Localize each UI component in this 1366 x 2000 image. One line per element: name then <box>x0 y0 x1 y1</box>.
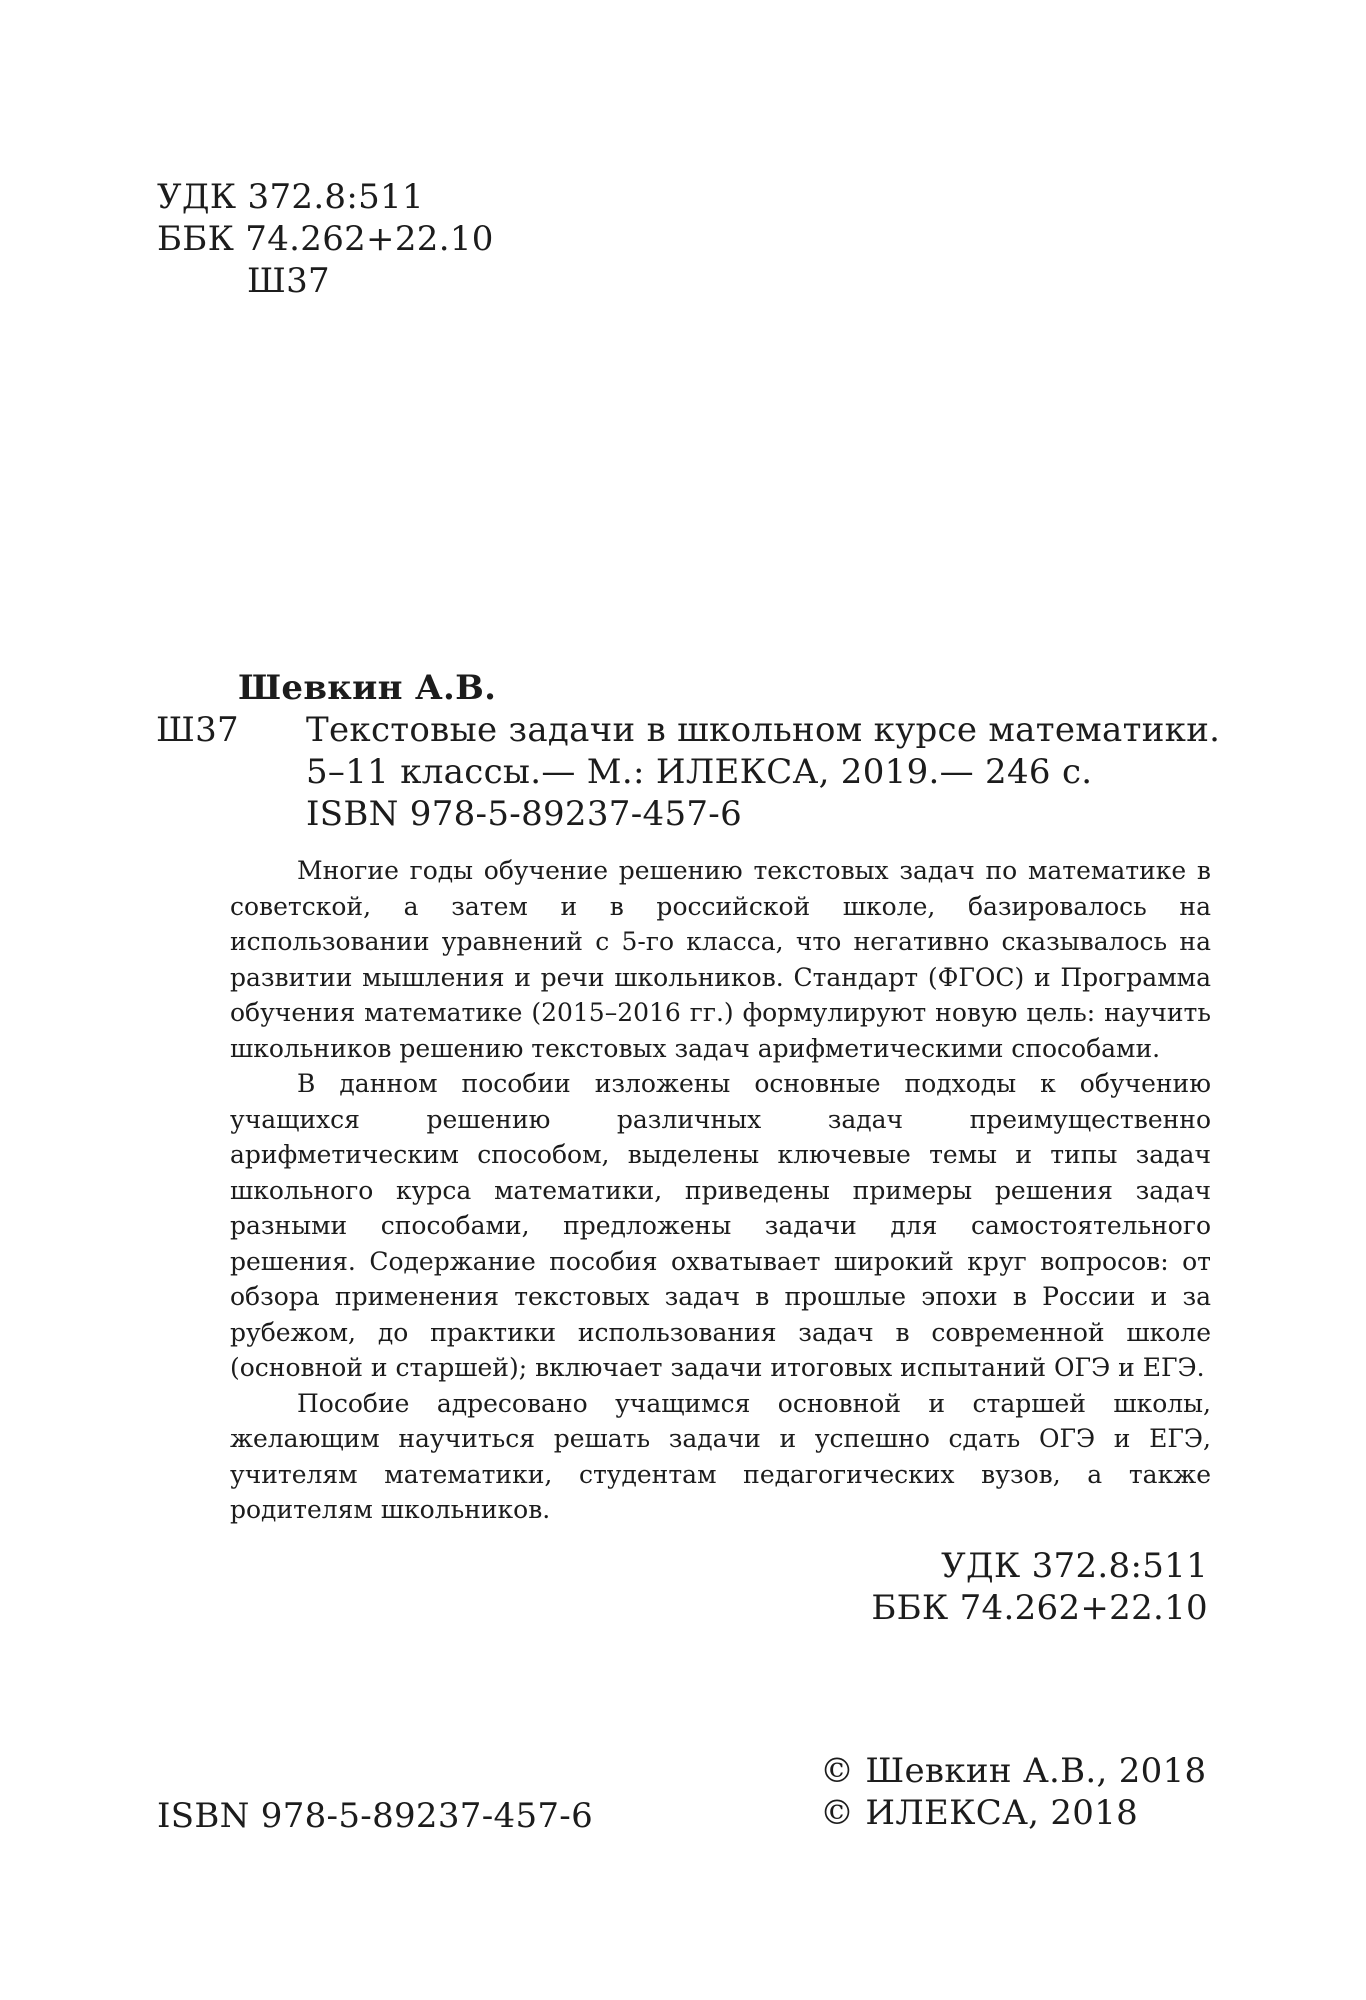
copyright-block <box>820 1750 1206 1834</box>
bibliographic-record <box>156 667 1220 835</box>
footer-bbk: ББК 74.262+22.10 <box>871 1588 1208 1628</box>
record-cutter-code: Ш37 <box>156 710 239 750</box>
title-row <box>156 709 1220 751</box>
footer-classification <box>871 1545 1208 1629</box>
publication-details: 5–11 классы.— М.: ИЛЕКСА, 2019.— 246 с. <box>306 752 1093 792</box>
header-classification <box>157 176 494 302</box>
author-name: Шевкин А.В. <box>238 668 497 708</box>
copyright-author: © Шевкин А.В., 2018 <box>820 1751 1207 1791</box>
annotation <box>230 853 1211 1528</box>
record-isbn: ISBN 978-5-89237-457-6 <box>306 794 743 834</box>
book-title: Текстовые задачи в школьном курсе математики. <box>306 710 1221 750</box>
header-udk: УДК 372.8:511 <box>157 177 424 217</box>
header-bbk: ББК 74.262+22.10 <box>157 219 494 259</box>
copyright-publisher: © ИЛЕКСА, 2018 <box>820 1793 1139 1833</box>
annotation-paragraph: В данном пособии изложены основные подходы к обучению учащихся решению различных задач преимущественно арифметическим способом, выделены ключевые темы и типы задач школьного курса математики, приведены примеры решения задач разными способами, предложены задачи для самостоятельного решения. Содержание пособия охватывает широкий круг вопросов: от обзора применения текстовых задач в прошлые эпохи в России и за рубежом, до практики использования задач в современной школе (основной и старшей); включает задачи итоговых испытаний ОГЭ и ЕГЭ. <box>230 1069 1211 1382</box>
annotation-paragraph: Пособие адресовано учащимся основной и старшей школы, желающим научиться решать задачи и успешно сдать ОГЭ и ЕГЭ, учителям математики, студентам педагогических вузов, а также родителям школьников. <box>230 1388 1211 1524</box>
annotation-paragraph: Многие годы обучение решению текстовых задач по математике в советской, а затем и в российской школе, базировалось на использовании уравнений с 5-го класса, что негативно сказывалось на развитии мышления и речи школьников. Стандарт (ФГОС) и Программа обучения математике (2015–2016 гг.) формулируют новую цель: научить школьников решению текстовых задач арифметическими способами. <box>230 856 1211 1063</box>
header-cutter-code: Ш37 <box>247 261 330 301</box>
footer-isbn: ISBN 978-5-89237-457-6 <box>157 1796 594 1836</box>
footer-udk: УДК 372.8:511 <box>941 1546 1208 1586</box>
